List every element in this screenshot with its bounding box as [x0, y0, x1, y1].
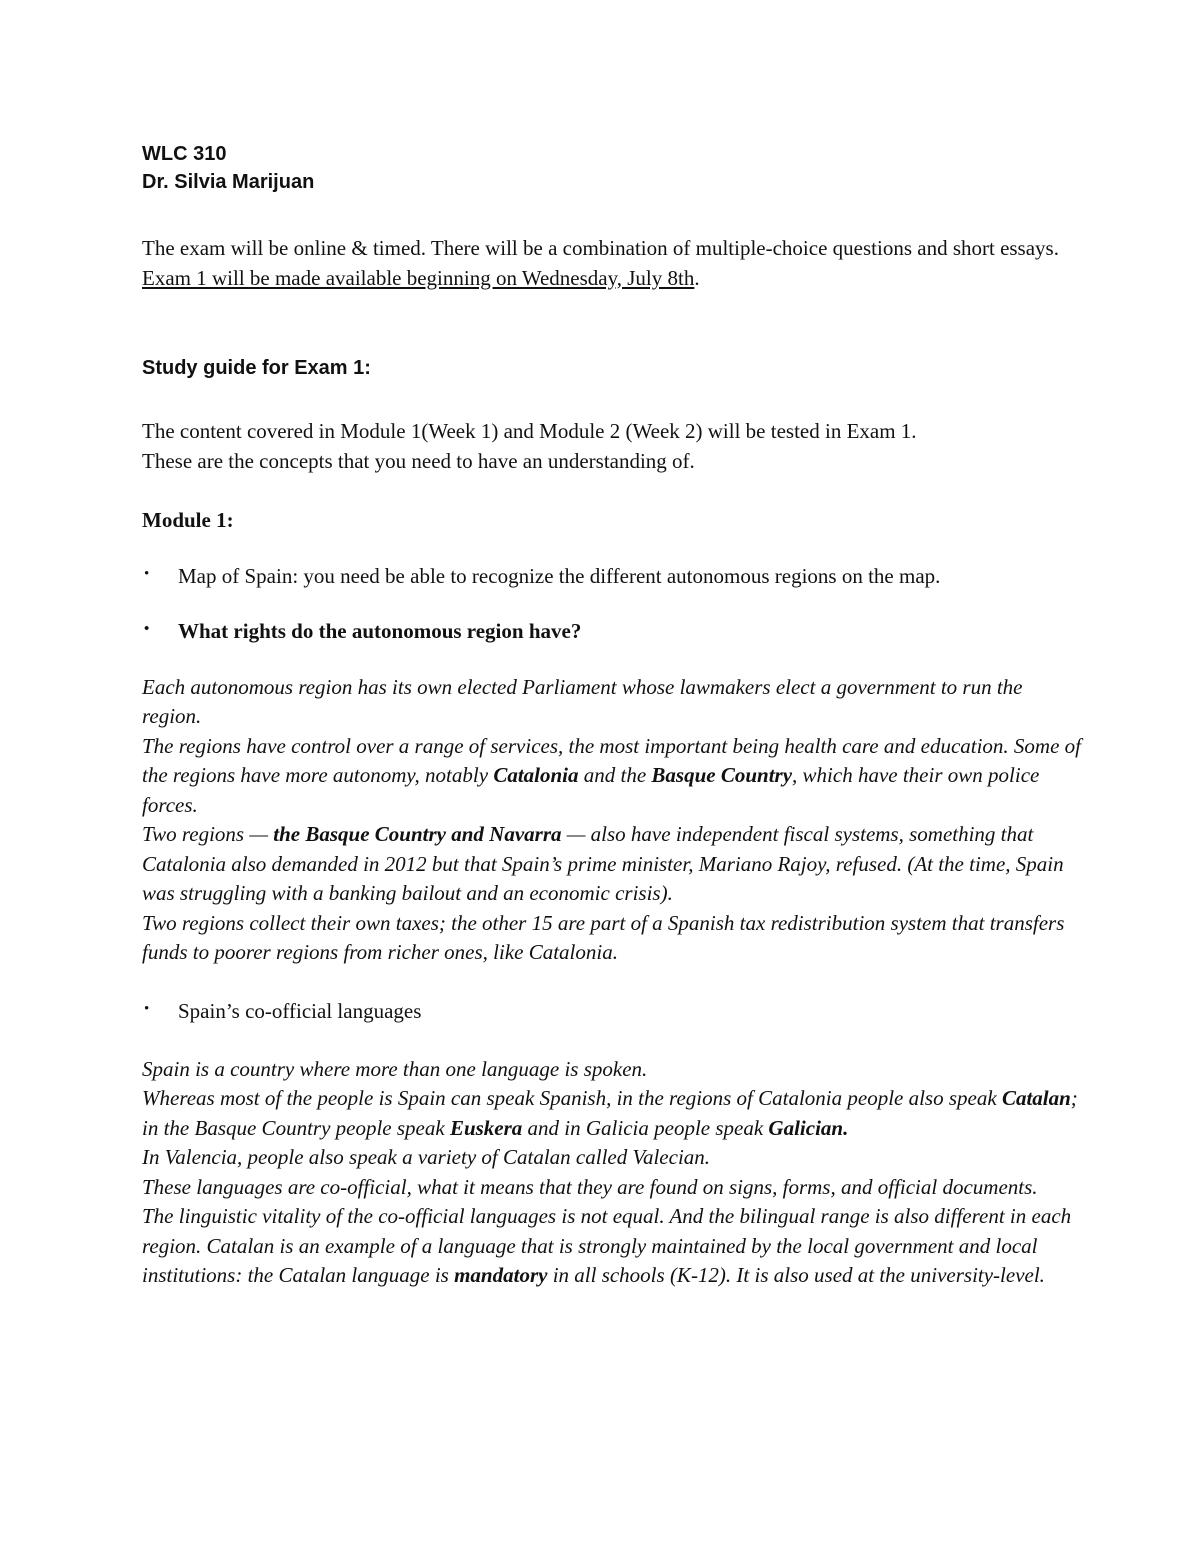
bullet-dot-icon: •: [144, 565, 150, 582]
bullet-dot-icon: •: [144, 620, 150, 637]
co-official-languages-answer: [142, 1055, 1082, 1291]
course-code: WLC 310: [142, 143, 227, 165]
languages-vitality-line: [142, 1202, 1082, 1291]
exam-availability-underlined: Exam 1 will be made available beginning on Wednesday, July 8th: [142, 265, 695, 290]
document-page: [142, 136, 1082, 1291]
rights-fiscal-line: [142, 820, 1082, 909]
catalan-bold: Catalan: [1001, 1086, 1071, 1110]
languages-intro-line: Spain is a country where more than one language is spoken.: [142, 1056, 648, 1081]
languages-vitality-end: in all schools (K-12). It is also used at the university-level.: [547, 1263, 1045, 1287]
study-guide-title: Study guide for Exam 1:: [142, 357, 371, 379]
euskera-bold: Euskera: [449, 1115, 523, 1140]
rights-services-text: The regions have control over a range of services, the most important being health care and education. Some of the regions have more autonomy, notably: [142, 733, 1082, 787]
bullet-co-official-languages: [142, 999, 1082, 1024]
exam-intro-end: .: [694, 265, 700, 290]
languages-regions-text: Whereas most of the people is Spain can speak Spanish, in the regions of Catalonia people also speak: [142, 1086, 1002, 1110]
bullet-text: What rights do the autonomous region have?: [178, 618, 582, 643]
basque-country-bold: Basque Country: [651, 763, 793, 787]
bullet-autonomous-rights: [142, 619, 1082, 644]
autonomous-rights-answer: [142, 673, 1082, 968]
languages-vitality-text: The linguistic vitality of the co-official languages is not equal. And the bilingual range is also different in each region. Catalan is an example of a language that is strongly maintained by the local government and local institutions: the Catalan language is: [142, 1204, 1072, 1287]
rights-services-and: and the: [578, 763, 652, 787]
module-1-title: Module 1:: [142, 508, 234, 532]
mandatory-bold: mandatory: [454, 1263, 548, 1287]
rights-services-end: , which have their own police forces.: [142, 763, 1040, 817]
bullet-map-of-spain: [142, 564, 1082, 589]
rights-taxes-line: Two regions collect their own taxes; the other 15 are part of a Spanish tax redistribution system that transfers funds to poorer regions from richer ones, like Catalonia.: [142, 910, 1065, 964]
languages-co-official-line: These languages are co-official, what it means that they are found on signs, forms, and official documents.: [142, 1174, 1038, 1199]
content-covered-line2: These are the concepts that you need to have an understanding of.: [142, 448, 695, 473]
instructor-name: Dr. Silvia Marijuan: [142, 171, 315, 193]
exam-intro-paragraph: [142, 234, 1082, 293]
exam-intro-text: The exam will be online & timed. There will be a combination of multiple-choice questions and short essays.: [142, 236, 1059, 260]
galician-bold: Galician.: [768, 1115, 849, 1140]
languages-valencia-line: In Valencia, people also speak a variety of Catalan called Valecian.: [142, 1145, 711, 1169]
languages-regions-line: [142, 1084, 1082, 1143]
languages-basque-text: ; in the Basque Country people speak: [142, 1086, 1078, 1140]
bullet-text: Spain’s co-official languages: [178, 998, 422, 1023]
rights-fiscal-end: — also have independent fiscal systems, something that Catalonia also demanded in 2012 but that Spain’s prime minister, Mariano Rajoy, refused. (At the time, Spain was struggling with a banking bailout and an economic crisis).: [142, 822, 1064, 905]
rights-services-line: [142, 732, 1082, 821]
content-covered-line1: The content covered in Module 1(Week 1) and Module 2 (Week 2) will be tested in Exam 1.: [142, 419, 917, 443]
bullet-dot-icon: •: [144, 1000, 150, 1017]
rights-parliament-line: Each autonomous region has its own elected Parliament whose lawmakers elect a government to run the region.: [142, 674, 1023, 728]
bullet-text: Map of Spain: you need be able to recognize the different autonomous regions on the map.: [178, 563, 941, 588]
basque-navarra-bold: the Basque Country and Navarra: [273, 822, 562, 846]
catalonia-bold: Catalonia: [493, 763, 579, 787]
languages-galicia-text: and in Galicia people speak: [522, 1115, 769, 1140]
content-covered-paragraph: [142, 417, 1082, 476]
rights-fiscal-start: Two regions —: [142, 822, 274, 846]
